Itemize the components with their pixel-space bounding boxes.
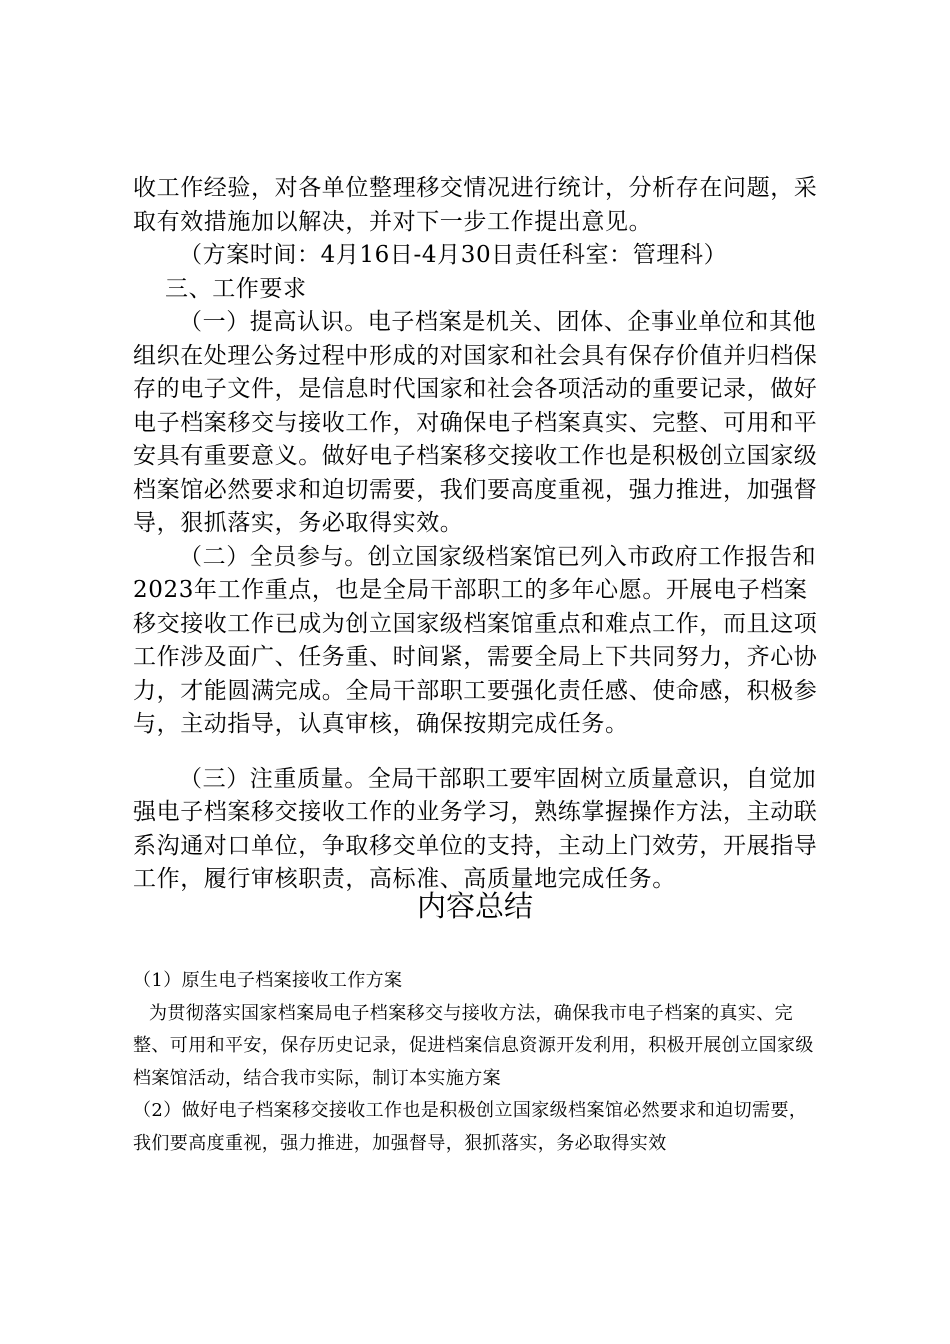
summary-title: 内容总结 <box>416 889 533 923</box>
schedule-note: （方案时间：4月16日-4月30日责任科室：管理科） <box>179 242 728 268</box>
paragraph-participation: （二）全员参与。创立国家级档案馆已列入市政府工作报告和2023年工作重点，也是全局干部职工的多年心愿。开展电子档案移交接收工作已成为创立国家级档案馆重点和难点工作，而且这项工作涉及面广、任务重、时间紧，需要全局上下共同努力，齐心协力，才能圆满完成。全局干部职工要强化责任感、使命感，积极参与，主动指导，认真审核，确保按期完成任务。 <box>133 543 818 737</box>
summary-item-heading: （1）原生电子档案接收工作方案 <box>133 970 403 991</box>
summary-section <box>133 965 819 1160</box>
paragraph-awareness: （一）提高认识。电子档案是机关、团体、企事业单位和其他组织在处理公务过程中形成的对国家和社会具有保存价值并归档保存的电子文件，是信息时代国家和社会各项活动的重要记录，做好电子档案移交与接收工作，对确保电子档案真实、完整、可用和平安具有重要意义。做好电子档案移交接收工作也是积极创立国家级档案馆必然要求和迫切需要，我们要高度重视，强力推进，加强督导，狠抓落实，务必取得实效。 <box>133 309 818 536</box>
summary-item-text: （2）做好电子档案移交接收工作也是积极创立国家级档案馆必然要求和迫切需要，我们要高度重视，强力推进，加强督导，狠抓落实，务必取得实效 <box>133 1100 808 1154</box>
paragraph-gap <box>133 742 823 763</box>
section-heading: 三、工作要求 <box>165 275 307 302</box>
paragraph-continuation: 收工作经验，对各单位整理移交情况进行统计，分析存在问题，采取有效措施加以解决，并对下一步工作提出意见。 <box>133 175 818 235</box>
summary-item-text: 为贯彻落实国家档案局电子档案移交与接收方法，确保我市电子档案的真实、完整、可用和平安，保存历史记录，促进档案信息资源开发利用，积极开展创立国家级档案馆活动，结合我市实际，制订本实施方案 <box>133 1002 814 1089</box>
paragraph-quality: （三）注重质量。全局干部职工要牢固树立质量意识，自觉加强电子档案移交接收工作的业务学习，熟练掌握操作方法，主动联系沟通对口单位，争取移交单位的支持，主动上门效劳，开展指导工作，履行审核职责，高标准、高质量地完成任务。 <box>133 765 818 892</box>
document-body <box>133 172 823 897</box>
